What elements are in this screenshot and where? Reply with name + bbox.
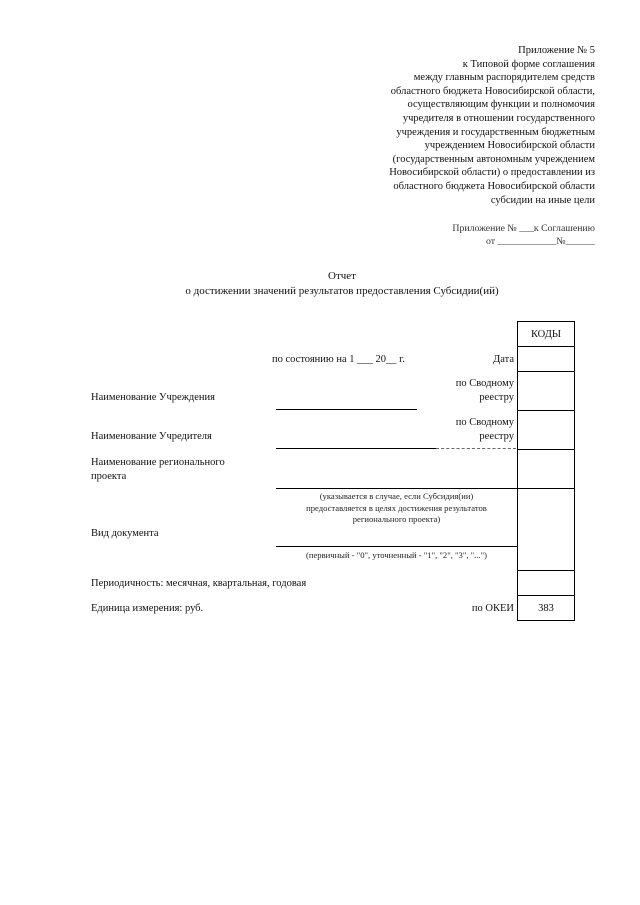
unit-label: Единица измерения: руб. bbox=[91, 603, 204, 614]
code-cell-institution-registry[interactable] bbox=[517, 372, 575, 411]
doc-type-note: (первичный - "0", уточненный - "1", "2", "3", "...") bbox=[306, 550, 487, 560]
regional-project-field[interactable] bbox=[276, 488, 517, 489]
appendix-line: к Типовой форме соглашения bbox=[462, 58, 595, 70]
agreement-ref-line1: Приложение № ___к Соглашению bbox=[452, 223, 595, 234]
agreement-ref-line2: от ____________№______ bbox=[485, 235, 595, 247]
appendix-line: между главным распорядителем средств bbox=[413, 72, 595, 84]
appendix-line: учреждением Новосибирской области bbox=[424, 140, 595, 152]
periodicity-label: Периодичность: месячная, квартальная, годовая bbox=[91, 578, 307, 589]
code-cell-periodicity[interactable] bbox=[517, 571, 575, 596]
founder-field[interactable] bbox=[276, 448, 436, 449]
registry-label-line: реестру bbox=[479, 430, 514, 442]
appendix-line: субсидии на иные цели bbox=[490, 194, 595, 206]
appendix-line: областного бюджета Новосибирской области bbox=[393, 180, 595, 192]
appendix-line: (государственным автономным учреждением bbox=[392, 153, 595, 165]
appendix-line: Новосибирской области) о предоставлении из bbox=[389, 167, 595, 179]
regional-project-label-line: проекта bbox=[91, 470, 127, 482]
appendix-line: Приложение № 5 bbox=[518, 45, 595, 56]
subsidy-note-line: (указывается в случае, если Субсидия(ии) bbox=[319, 491, 474, 501]
appendix-line: учредителя в отношении государственного bbox=[402, 112, 595, 124]
doc-type-field[interactable] bbox=[276, 546, 517, 547]
appendix-header bbox=[335, 44, 595, 207]
code-cell-regional-project[interactable] bbox=[517, 450, 575, 489]
regional-project-label bbox=[91, 456, 225, 483]
agreement-reference bbox=[375, 223, 595, 248]
institution-label: Наименование Учреждения bbox=[91, 392, 215, 403]
appendix-line: областного бюджета Новосибирской области, bbox=[390, 85, 595, 97]
founder-label: Наименование Учредителя bbox=[91, 431, 212, 442]
doc-type-label: Вид документа bbox=[91, 528, 159, 539]
subsidy-note-line: регионального проекта) bbox=[352, 514, 441, 524]
subsidy-note-line: предоставляется в целях достижения результатов bbox=[306, 502, 487, 513]
code-cell-founder-registry[interactable] bbox=[517, 411, 575, 450]
founder-field-dashed bbox=[436, 448, 516, 449]
code-cell-okei: 383 bbox=[517, 596, 575, 621]
regional-project-label-line: Наименование регионального bbox=[91, 457, 225, 468]
registry-label-line: по Сводному bbox=[455, 378, 514, 389]
appendix-line: осуществляющим функции и полномочия bbox=[407, 99, 595, 111]
okei-label: по ОКЕИ bbox=[471, 603, 514, 614]
codes-header: КОДЫ bbox=[517, 321, 575, 347]
code-cell-date[interactable] bbox=[517, 347, 575, 372]
code-cell-doc-type[interactable] bbox=[517, 489, 575, 571]
report-title: Отчет bbox=[328, 270, 356, 282]
report-subtitle: о достижении значений результатов предоставления Субсидии(ий) bbox=[185, 285, 499, 297]
institution-registry-label bbox=[420, 377, 514, 404]
subsidy-note bbox=[276, 491, 517, 526]
registry-label-line: по Сводному bbox=[455, 417, 514, 428]
founder-registry-label bbox=[420, 416, 514, 443]
appendix-line: учреждения и государственным бюджетным bbox=[396, 126, 595, 138]
as-of-date: по состоянию на 1 ___ 20__ г. bbox=[272, 354, 405, 365]
date-label: Дата bbox=[493, 354, 514, 365]
institution-field[interactable] bbox=[276, 409, 417, 410]
registry-label-line: реестру bbox=[479, 391, 514, 403]
